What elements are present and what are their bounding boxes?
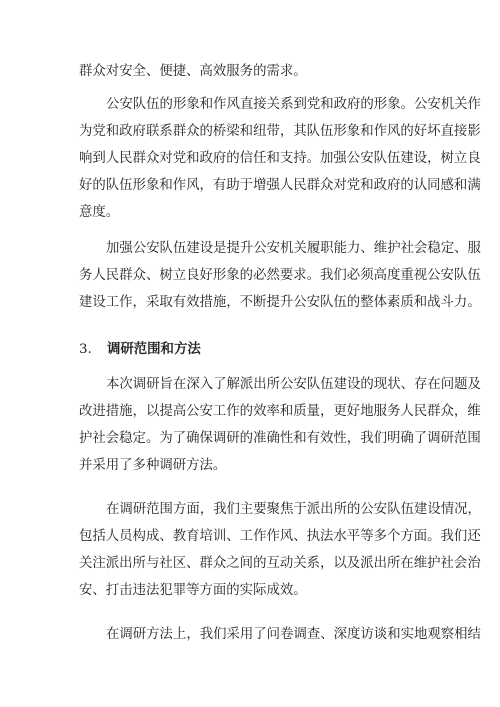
section-title: 调研范围和方法 (107, 341, 201, 357)
paragraph-line: 在调研方法上，我们采用了问卷调查、深度访谈和实地观察相结 (106, 627, 481, 642)
paragraph-line: 改进措施，以提高公安工作的效率和质量，更好地服务人民群众，维 (79, 404, 481, 419)
paragraph-line: 为党和政府联系群众的桥梁和纽带，其队伍形象和作风的好坏直接影 (79, 124, 481, 139)
paragraph-line: 意度。 (79, 205, 120, 220)
paragraph-line: 本次调研旨在深入了解派出所公安队伍建设的现状、存在问题及 (106, 377, 481, 392)
section-number: 3. (79, 342, 92, 357)
paragraph-line: 好的队伍形象和作风，有助于增强人民群众对党和政府的认同感和满 (79, 178, 481, 193)
paragraph-line: 在调研范围方面，我们主要聚焦于派出所的公安队伍建设情况， (106, 502, 481, 517)
paragraph-line: 群众对安全、便捷、高效服务的需求。 (79, 64, 307, 79)
paragraph-line: 并采用了多种调研方法。 (79, 458, 227, 473)
paragraph-line: 安、打击违法犯罪等方面的实际成效。 (79, 583, 307, 598)
paragraph-line: 加强公安队伍建设是提升公安机关履职能力、维护社会稳定、服 (106, 241, 481, 256)
paragraph-line: 务人民群众、树立良好形象的必然要求。我们必须高度重视公安队伍 (79, 268, 481, 283)
paragraph-line: 响到人民群众对党和政府的信任和支持。加强公安队伍建设，树立良 (79, 151, 481, 166)
paragraph-line: 护社会稳定。为了确保调研的准确性和有效性，我们明确了调研范围 (79, 431, 481, 446)
paragraph-line: 包括人员构成、教育培训、工作作风、执法水平等多个方面。我们还 (79, 529, 481, 544)
paragraph-line: 公安队伍的形象和作风直接关系到党和政府的形象。公安机关作 (106, 97, 481, 112)
section-heading (79, 336, 201, 363)
paragraph-line: 关注派出所与社区、群众之间的互动关系，以及派出所在维护社会治 (79, 556, 481, 571)
paragraph-line: 建设工作，采取有效措施，不断提升公安队伍的整体素质和战斗力。 (79, 295, 481, 310)
